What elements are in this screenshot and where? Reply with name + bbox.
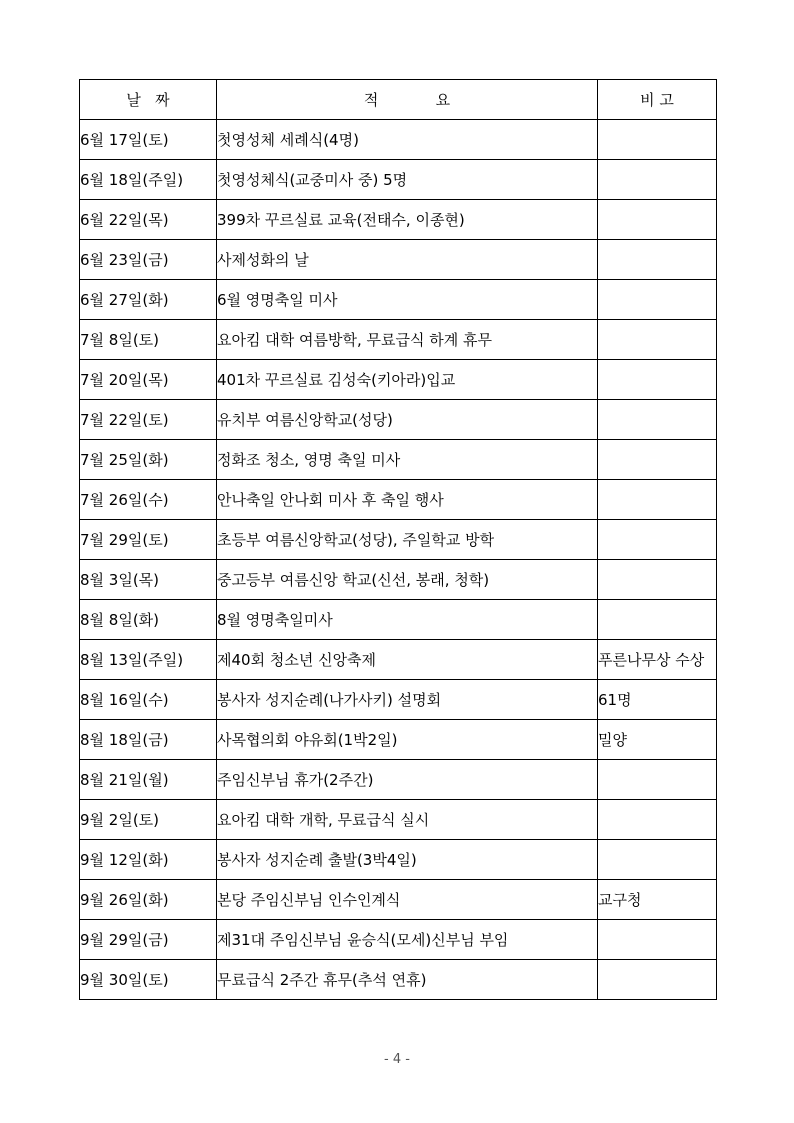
row-summary: 봉사자 성지순례(나가사키) 설명회: [217, 680, 598, 720]
row-summary: 본당 주임신부님 인수인계식: [217, 880, 598, 920]
row-note: [598, 360, 717, 400]
row-summary: 8월 영명축일미사: [217, 600, 598, 640]
row-note: [598, 920, 717, 960]
row-note: [598, 960, 717, 1000]
row-date: 8월 18일(금): [80, 720, 217, 760]
table-row: [80, 240, 717, 280]
row-date: 7월 25일(화): [80, 440, 217, 480]
row-note: [598, 480, 717, 520]
row-note: [598, 800, 717, 840]
row-summary: 제31대 주임신부님 윤승식(모세)신부님 부임: [217, 920, 598, 960]
row-date: 8월 8일(화): [80, 600, 217, 640]
row-date: 9월 29일(금): [80, 920, 217, 960]
row-summary: 주임신부님 휴가(2주간): [217, 760, 598, 800]
row-note: [598, 560, 717, 600]
row-note: [598, 520, 717, 560]
row-summary: 사목협의회 야유회(1박2일): [217, 720, 598, 760]
row-date: 6월 23일(금): [80, 240, 217, 280]
row-note: 61명: [598, 680, 717, 720]
row-summary: 6월 영명축일 미사: [217, 280, 598, 320]
table-row: [80, 760, 717, 800]
row-note: 밀양: [598, 720, 717, 760]
table-row: [80, 440, 717, 480]
header-summary: 적 요: [217, 80, 598, 120]
row-summary: 무료급식 2주간 휴무(추석 연휴): [217, 960, 598, 1000]
header-note: 비 고: [598, 80, 717, 120]
row-date: 6월 27일(화): [80, 280, 217, 320]
header-row: [80, 80, 717, 120]
row-date: 9월 2일(토): [80, 800, 217, 840]
row-summary: 399차 꾸르실료 교육(전태수, 이종현): [217, 200, 598, 240]
row-summary: 401차 꾸르실료 김성숙(키아라)입교: [217, 360, 598, 400]
table-row: [80, 280, 717, 320]
row-summary: 유치부 여름신앙학교(성당): [217, 400, 598, 440]
table-row: [80, 600, 717, 640]
table-row: [80, 880, 717, 920]
row-date: 6월 22일(목): [80, 200, 217, 240]
table-row: [80, 720, 717, 760]
row-summary: 봉사자 성지순례 출발(3박4일): [217, 840, 598, 880]
table-row: [80, 960, 717, 1000]
row-date: 7월 22일(토): [80, 400, 217, 440]
row-summary: 안나축일 안나회 미사 후 축일 행사: [217, 480, 598, 520]
row-date: 8월 3일(목): [80, 560, 217, 600]
row-note: [598, 600, 717, 640]
row-date: 9월 30일(토): [80, 960, 217, 1000]
row-note: [598, 440, 717, 480]
table-row: [80, 120, 717, 160]
row-note: [598, 280, 717, 320]
table-row: [80, 480, 717, 520]
row-date: 8월 16일(수): [80, 680, 217, 720]
table-row: [80, 200, 717, 240]
row-summary: 사제성화의 날: [217, 240, 598, 280]
row-summary: 제40회 청소년 신앙축제: [217, 640, 598, 680]
row-date: 6월 18일(주일): [80, 160, 217, 200]
row-summary: 중고등부 여름신앙 학교(신선, 봉래, 청학): [217, 560, 598, 600]
row-summary: 요아킴 대학 개학, 무료급식 실시: [217, 800, 598, 840]
row-date: 7월 8일(토): [80, 320, 217, 360]
row-note: [598, 240, 717, 280]
row-note: [598, 760, 717, 800]
row-date: 7월 26일(수): [80, 480, 217, 520]
row-date: 7월 29일(토): [80, 520, 217, 560]
row-note: 푸른나무상 수상: [598, 640, 717, 680]
row-date: 9월 12일(화): [80, 840, 217, 880]
table-row: [80, 400, 717, 440]
row-date: 7월 20일(목): [80, 360, 217, 400]
table-row: [80, 800, 717, 840]
row-summary: 첫영성체 세례식(4명): [217, 120, 598, 160]
row-summary: 초등부 여름신앙학교(성당), 주일학교 방학: [217, 520, 598, 560]
row-note: [598, 200, 717, 240]
schedule-table: [79, 79, 717, 1000]
table-row: [80, 640, 717, 680]
table-row: [80, 920, 717, 960]
row-summary: 요아킴 대학 여름방학, 무료급식 하계 휴무: [217, 320, 598, 360]
row-note: [598, 120, 717, 160]
row-date: 6월 17일(토): [80, 120, 217, 160]
table-row: [80, 560, 717, 600]
table-row: [80, 320, 717, 360]
page-number: - 4 -: [384, 1052, 410, 1067]
table-row: [80, 680, 717, 720]
table-row: [80, 840, 717, 880]
row-date: 8월 21일(월): [80, 760, 217, 800]
row-note: [598, 160, 717, 200]
row-note: [598, 320, 717, 360]
header-date: 날 짜: [80, 80, 217, 120]
table-row: [80, 520, 717, 560]
row-note: [598, 400, 717, 440]
table-row: [80, 360, 717, 400]
row-summary: 정화조 청소, 영명 축일 미사: [217, 440, 598, 480]
row-summary: 첫영성체식(교중미사 중) 5명: [217, 160, 598, 200]
row-date: 8월 13일(주일): [80, 640, 217, 680]
table-row: [80, 160, 717, 200]
row-note: [598, 840, 717, 880]
row-note: 교구청: [598, 880, 717, 920]
row-date: 9월 26일(화): [80, 880, 217, 920]
